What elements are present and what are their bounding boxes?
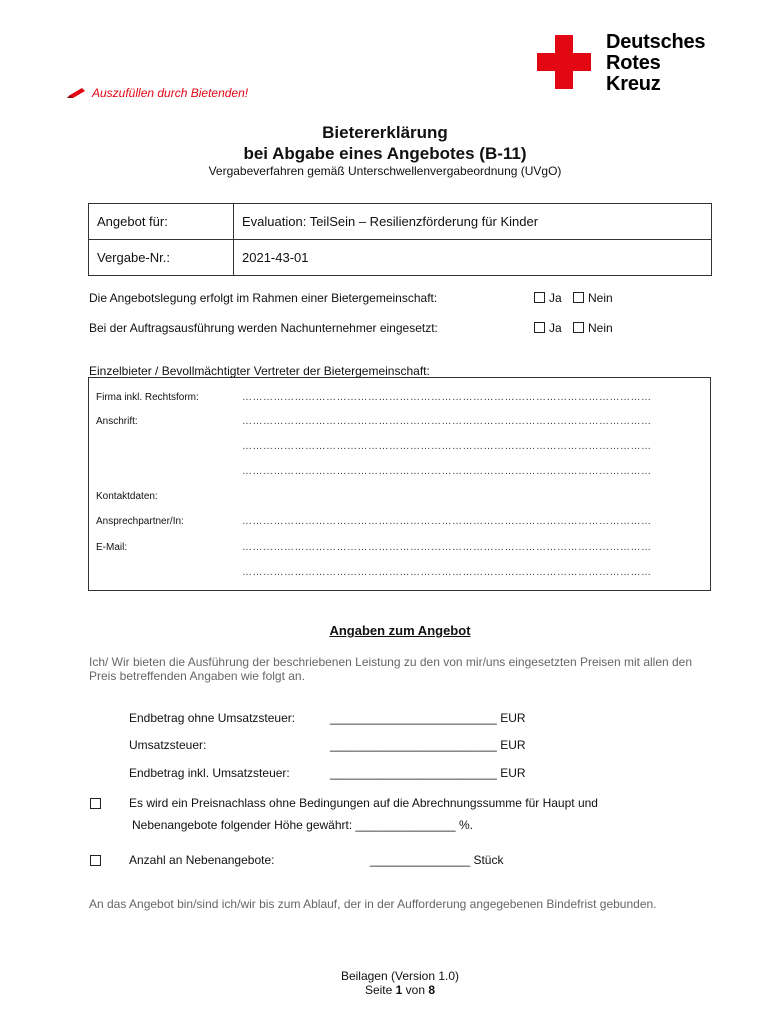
option-ja-1[interactable]: Ja — [534, 291, 562, 305]
table-label: Angebot für: — [89, 204, 234, 240]
offer-intro: Ich/ Wir bieten die Ausführung der beschriebenen Leistung zu den von mir/uns eingesetzten Preisen mit allen den Preis betreffenden Angaben wie folgt an. — [89, 655, 693, 683]
discount-text: Es wird ein Preisnachlass ohne Bedingungen auf die Abrechnungssumme für Haupt und — [129, 796, 598, 810]
field-vat[interactable]: _________________________ EUR — [330, 738, 526, 752]
table-row — [89, 204, 712, 240]
page-subtitle: Vergabeverfahren gemäß Unterschwellenvergabeordnung (UVgO) — [208, 164, 562, 178]
field-gross[interactable]: _________________________ EUR — [330, 766, 526, 780]
label-firma: Firma inkl. Rechtsform: — [96, 392, 199, 403]
field-anschrift-1[interactable]: ……………………………………………………………………………………………………… — [242, 416, 652, 427]
label-net: Endbetrag ohne Umsatzsteuer: — [129, 711, 296, 725]
checkbox-icon[interactable] — [534, 292, 545, 303]
discount-text-2[interactable]: Nebenangebote folgender Höhe gewährt: _______________ %. — [132, 818, 473, 832]
table-value: Evaluation: TeilSein – Resilienzförderung für Kinder — [234, 204, 712, 240]
discount-checkbox[interactable] — [90, 798, 101, 809]
label-gross: Endbetrag inkl. Umsatzsteuer: — [129, 766, 290, 780]
side-offers-checkbox[interactable] — [90, 855, 101, 866]
page-title-line2: bei Abgabe eines Angebotes (B-11) — [243, 144, 527, 163]
field-anschrift-3[interactable]: ……………………………………………………………………………………………………… — [242, 466, 652, 477]
field-side-offers[interactable]: _______________ Stück — [370, 853, 504, 867]
label-ansprechpartner: Ansprechpartner/In: — [96, 516, 184, 527]
field-ansprechpartner[interactable]: ……………………………………………………………………………………………………… — [242, 516, 652, 527]
label-vat: Umsatzsteuer: — [129, 738, 207, 752]
fill-in-hint: Auszufüllen durch Bietenden! — [66, 86, 248, 100]
option-nein-2[interactable]: Nein — [573, 321, 613, 335]
table-row — [89, 240, 712, 276]
section-heading: Angaben zum Angebot — [329, 623, 471, 638]
page-title: Bietererklärung — [322, 123, 448, 142]
field-email[interactable]: ……………………………………………………………………………………………………… — [242, 542, 652, 553]
bidder-heading: Einzelbieter / Bevollmächtigter Vertreter der Bietergemeinschaft: — [89, 364, 430, 378]
field-extra[interactable]: ……………………………………………………………………………………………………… — [242, 567, 652, 578]
option-nein-1[interactable]: Nein — [573, 291, 613, 305]
field-anschrift-2[interactable]: ……………………………………………………………………………………………………… — [242, 441, 652, 452]
pen-icon — [66, 86, 88, 100]
question-nachunternehmer: Bei der Auftragsausführung werden Nachunternehmer eingesetzt: — [89, 321, 438, 335]
table-label: Vergabe-Nr.: — [89, 240, 234, 276]
label-anschrift: Anschrift: — [96, 416, 138, 427]
field-net[interactable]: _________________________ EUR — [330, 711, 526, 725]
checkbox-icon[interactable] — [573, 322, 584, 333]
label-kontakt: Kontaktdaten: — [96, 491, 158, 502]
table-value: 2021-43-01 — [234, 240, 712, 276]
checkbox-icon[interactable] — [573, 292, 584, 303]
red-cross-logo-icon — [537, 35, 591, 89]
offer-info-table — [88, 203, 712, 276]
option-ja-2[interactable]: Ja — [534, 321, 562, 335]
logo-wordmark: Deutsches Rotes Kreuz — [606, 31, 706, 95]
label-email: E-Mail: — [96, 542, 128, 553]
checkbox-icon[interactable] — [534, 322, 545, 333]
page-number: Seite 1 von 8 — [364, 983, 436, 997]
field-firma[interactable]: ……………………………………………………………………………………………………… — [242, 392, 652, 403]
binding-text: An das Angebot bin/sind ich/wir bis zum Ablauf, der in der Aufforderung angegebenen Bindefrist gebunden. — [89, 897, 657, 911]
question-bietergemeinschaft: Die Angebotslegung erfolgt im Rahmen einer Bietergemeinschaft: — [89, 291, 438, 305]
bidder-box — [88, 377, 711, 591]
footer-attachments: Beilagen (Version 1.0) — [340, 969, 460, 983]
label-side-offers: Anzahl an Nebenangebote: — [129, 853, 275, 867]
